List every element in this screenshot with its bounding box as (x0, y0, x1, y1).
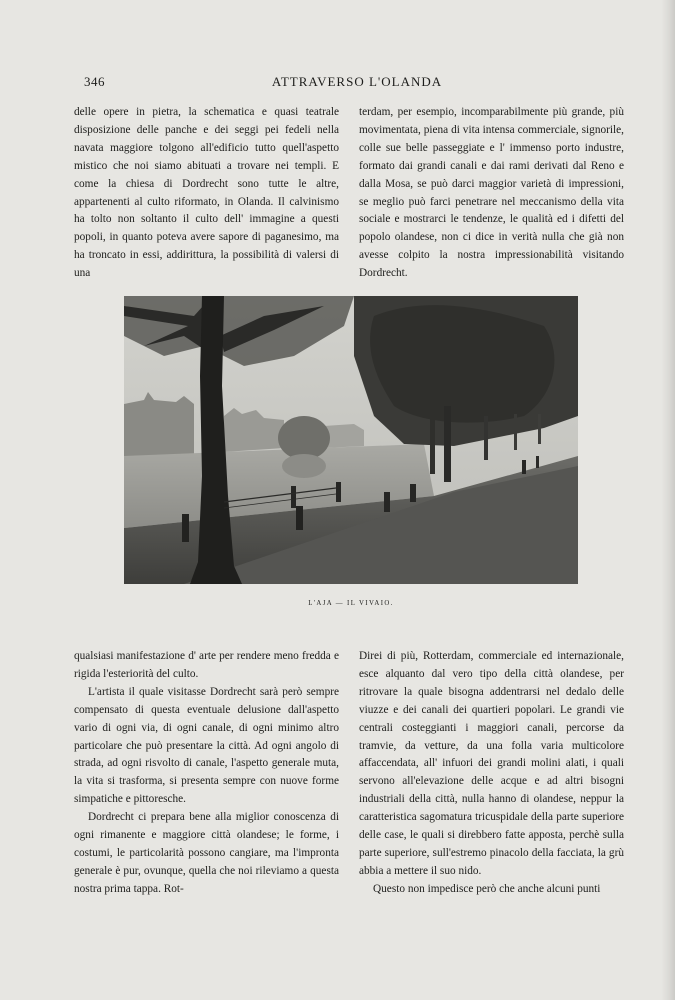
paragraph: L'artista il quale visitasse Dordrecht sarà però sempre compensato di questa eventuale delusione dall'aspetto vario di ogni via, di ogni canale, di ogni minimo altro particolare che può presentare la città. Ad ogni angolo di strada, ad ogni risvolto di canale, l'aspetto generale muta, la vita si trasforma, si presenta sempre con nuove forme simpatiche e pittoresche. (74, 685, 339, 806)
paragraph: Dordrecht ci prepara bene alla miglior conoscenza di ogni rimanente e maggiore città olandese; le forme, i costumi, le particolarità possono cangiare, ma l'impronta generale è pur, ovunque, quella che noi rileviamo a questa nostra prima tappa. Rot- (74, 811, 339, 895)
figure-caption: L'AJA — IL VIVAIO. (308, 600, 394, 607)
top-right-column (359, 104, 624, 283)
running-title: ATTRAVERSO L'OLANDA (271, 74, 443, 89)
top-left-column (74, 104, 339, 283)
page-header (84, 74, 630, 92)
paragraph: Direi di più, Rotterdam, commerciale ed internazionale, esce alquanto dal vero tipo della città olandese, per ritrovare la quale bisogna addentrarsi nel dedalo delle viuzze e dei canali dei quartieri popolari. Le grandi vie centrali costeggianti i maggiori canali, percorse da tramvie, da vetture, da una folla varia multicolore affaccendata, all' infuori dei grandi molini alati, i quali servono all'elevazione delle acque e ad altri bisogni industriali della città, nulla hanno di olandese, neppur la caratteristica sagomatura tricuspidale della parte superiore delle case, le quali si direbbero fatte apposta, perchè sulla parte superiore, sull'estremo pinacolo della facciata, la grù abbia a mettere il suo nido. (359, 650, 624, 877)
bottom-right-column (359, 648, 624, 899)
page-edge-shadow (661, 0, 675, 1000)
photograph-l-aja-il-vivaio (124, 296, 578, 584)
bottom-left-column (74, 648, 339, 899)
paragraph: terdam, per esempio, incomparabilmente più grande, più movimentata, piena di vita intensa commerciale, signorile, colle sue belle passeggiate e l' immenso porto industre, formato dai grandi canali e dai rami derivati dal Reno e dalla Mosa, se può darci maggior varietà di impressioni, se meglio può farci penetrare nel meccanismo della vita sociale e mostrarci le tendenze, le qualità ed i difetti del popolo olandese, non ci dice in verità nulla che già non avesse colpito la nostra impressionabilità visitando Dordrecht. (359, 106, 624, 280)
paragraph: Questo non impedisce però che anche alcuni punti (373, 882, 601, 895)
paragraph: delle opere in pietra, la schematica e quasi teatrale disposizione delle panche e dei seggi pei fedeli nella navata maggiore tolgono all'edificio tutto quell'aspetto mistico che noi siamo abituati a trovare nei templi. E come la chiesa di Dordrecht sono tutte le altre, appartenenti al culto riformato, in Olanda. Il calvinismo ha tolto non soltanto il culto dell' immagine a questi popoli, in quanto poteva avere sapore di paganesimo, ma ha troncato in essi, addirittura, la possibilità di valersi di una (74, 106, 339, 280)
paragraph: qualsiasi manifestazione d' arte per rendere meno fredda e rigida l'esteriorità del culto. (74, 650, 339, 680)
page-number: 346 (84, 74, 105, 89)
